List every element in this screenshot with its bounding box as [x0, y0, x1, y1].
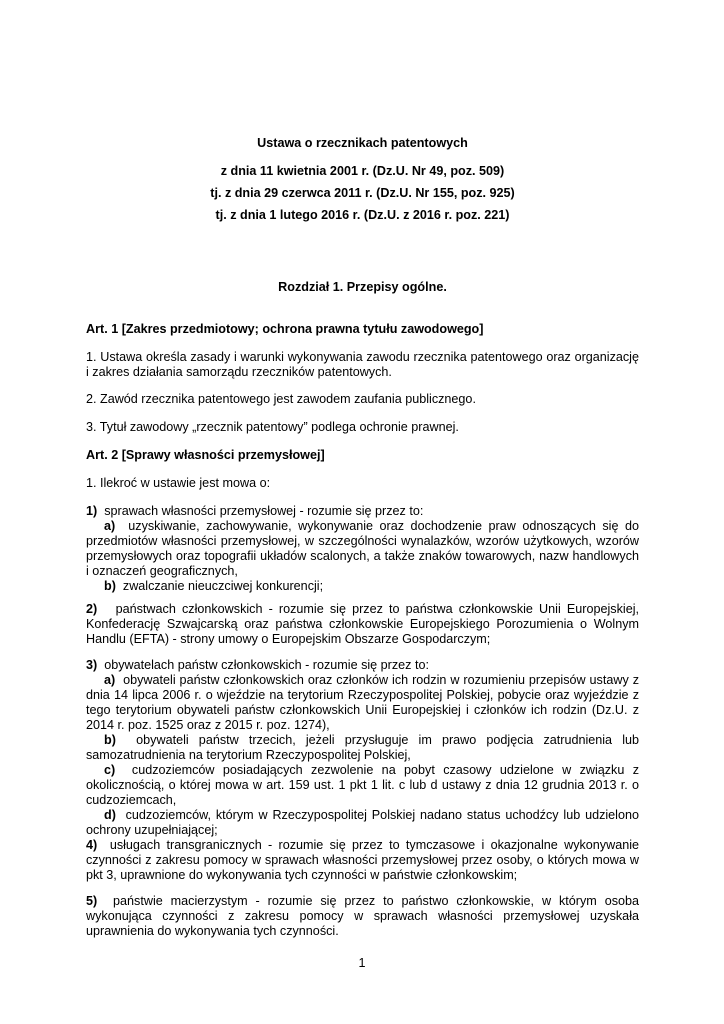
- item-1-a: [86, 519, 639, 579]
- document-title: Ustawa o rzecznikach patentowych: [257, 136, 468, 150]
- publication-line-1: z dnia 11 kwietnia 2001 r. (Dz.U. Nr 49, poz. 509): [220, 164, 505, 178]
- item-1-line: [86, 504, 639, 519]
- item-4-text: usługach transgranicznych - rozumie się przez to tymczasowe i okazjonalne wykonywanie czynności z zakresu pomocy w sprawach własności przemysłowej przez osoby, o których mowa w pkt 3, uprawnione do wykonywania tych czynności w państwie członkowskim;: [86, 838, 639, 882]
- item-4-number: 4): [86, 838, 98, 852]
- art2-item-3: [86, 658, 639, 838]
- item-5-number: 5): [86, 894, 98, 908]
- item-1-a-label: a): [104, 519, 116, 533]
- item-3-c: [86, 763, 639, 808]
- art2-item-4: [86, 838, 639, 883]
- item-1-b-label: b): [104, 579, 116, 593]
- item-2-number: 2): [86, 602, 98, 616]
- item-1-text: sprawach własności przemysłowej - rozumie się przez to:: [104, 504, 424, 518]
- chapter-heading: Rozdział 1. Przepisy ogólne.: [278, 280, 447, 294]
- page-number: 1: [358, 956, 366, 970]
- art2-item-5: [86, 894, 639, 939]
- publication-line-3: tj. z dnia 1 lutego 2016 r. (Dz.U. z 2016 r. poz. 221): [215, 208, 510, 222]
- art2-item-2: [86, 602, 639, 647]
- art1-heading: Art. 1 [Zakres przedmiotowy; ochrona prawna tytułu zawodowego]: [86, 322, 484, 336]
- item-3-b-pad: [86, 733, 104, 747]
- item-1-b: [86, 579, 639, 594]
- art2-heading: Art. 2 [Sprawy własności przemysłowej]: [86, 448, 325, 462]
- item-1-a-pad: [86, 519, 104, 533]
- art1-paragraph-2: 2. Zawód rzecznika patentowego jest zawodem zaufania publicznego.: [86, 392, 476, 406]
- item-2-text: państwach członkowskich - rozumie się przez to państwa członkowskie Unii Europejskiej, Konfederację Szwajcarską oraz państwa członkowskie Europejskiego Porozumienia o Wolnym Handlu (EFTA) - strony umowy o Europejskim Obszarze Gospodarczym;: [86, 602, 639, 646]
- item-3-number: 3): [86, 658, 98, 672]
- item-3-b-text: obywateli państw trzecich, jeżeli przysługuje im prawo podjęcia zatrudnienia lub samozatrudnienia na terytorium Rzeczypospolitej Polskiej,: [86, 733, 640, 762]
- item-1-a-text: uzyskiwanie, zachowywanie, wykonywanie oraz dochodzenie praw odnoszących się do przedmiotów własności przemysłowej, w szczególności wynalazków, wzorów użytkowych, wzorów przemysłowych oraz topografii układów scalonych, a także znaków towarowych, nazw handlowych i oznaczeń geograficznych,: [86, 519, 639, 578]
- item-3-b-label: b): [104, 733, 116, 747]
- item-3-a-label: a): [104, 673, 116, 687]
- item-3-b: [86, 733, 639, 763]
- item-1-b-pad: [86, 579, 104, 593]
- art2-intro: 1. Ilekroć w ustawie jest mowa o:: [86, 476, 271, 490]
- item-3-text: obywatelach państw członkowskich - rozumie się przez to:: [104, 658, 429, 672]
- item-1-b-text: zwalczanie nieuczciwej konkurencji;: [122, 579, 324, 593]
- publication-line-2: tj. z dnia 29 czerwca 2011 r. (Dz.U. Nr 155, poz. 925): [210, 186, 515, 200]
- item-3-d: [86, 808, 639, 838]
- item-3-d-pad: [86, 808, 104, 822]
- art1-paragraph-1: 1. Ustawa określa zasady i warunki wykonywania zawodu rzecznika patentowego oraz organizację i zakres działania samorządu rzeczników patentowych.: [86, 350, 639, 379]
- item-3-a-pad: [86, 673, 104, 687]
- art2-item-1: [86, 504, 639, 594]
- item-3-c-label: c): [104, 763, 116, 777]
- item-3-a-text: obywateli państw członkowskich oraz członków ich rodzin w rozumieniu przepisów ustawy z dnia 14 lipca 2006 r. o wjeździe na terytorium Rzeczypospolitej Polskiej, pobycie oraz wyjeździe z tego terytorium obywateli państw członkowskich Unii Europejskiej i członków ich rodzin (Dz.U. z 2014 r. poz. 1525 oraz z 2015 r. poz. 1274),: [86, 673, 639, 732]
- art1-paragraph-3: 3. Tytuł zawodowy „rzecznik patentowy” podlega ochronie prawnej.: [86, 420, 459, 434]
- item-3-c-pad: [86, 763, 104, 777]
- item-3-d-text: cudzoziemców, którym w Rzeczypospolitej Polskiej nadano status uchodźcy lub udzielono ochrony uzupełniającej;: [86, 808, 639, 837]
- item-3-d-label: d): [104, 808, 116, 822]
- item-3-c-text: cudzoziemców posiadających zezwolenie na pobyt czasowy udzielone w związku z okolicznością, o której mowa w art. 159 ust. 1 pkt 1 lit. c lub d ustawy z dnia 12 grudnia 2013 r. o cudzoziemcach,: [86, 763, 640, 807]
- item-1-number: 1): [86, 504, 98, 518]
- item-3-line: [86, 658, 639, 673]
- item-5-text: państwie macierzystym - rozumie się przez to państwo członkowskie, w którym osoba wykonująca czynności z zakresu pomocy w sprawach własności przemysłowej uzyskała uprawnienia do wykonywania tych czynności.: [86, 894, 640, 938]
- item-3-a: [86, 673, 639, 733]
